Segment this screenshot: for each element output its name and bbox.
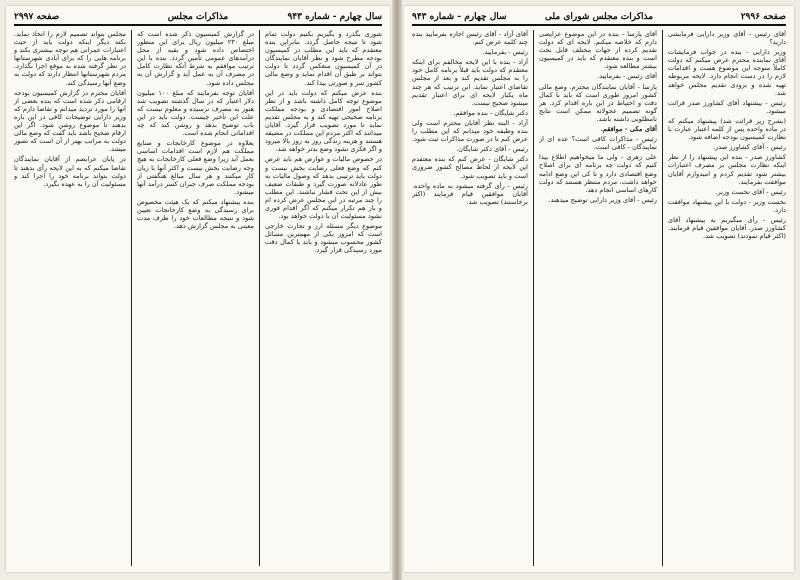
book-gutter xyxy=(392,0,402,580)
article-paragraph: وزیر دارایی - بنده در جواب فرمایشات آقای نماینده محترم عرض میکنم که دولت کاملاً متوجه این موضوع هست و اقدامات لازم را در دست انجام دارد. لایحه مربوطه تهیه شده و بزودی تقدیم مجلس خواهد شد. xyxy=(668,48,786,97)
right-column-1 xyxy=(668,30,786,566)
right-page-number: صفحه ۲۹۹۶ xyxy=(740,12,786,22)
left-page-number: صفحه ۲۹۹۷ xyxy=(14,12,60,22)
right-column-3 xyxy=(412,30,528,566)
article-paragraph: آقایان توجه بفرمایند که مبلغ ۱۰۰ میلیون دلار اعتبار که در سال گذشته تصویب شد هنوز به مصرف نرسیده و معلوم نیست که علت این تأخیر چیست. دولت باید در این باب توضیح بدهد و روشن کند که چه اقداماتی انجام شده است. xyxy=(137,88,254,138)
right-issue-label: سال چهارم - شماره ۹۴۳ xyxy=(412,12,507,22)
article-paragraph: علی زهری - ولی ما میخواهیم اطلاع پیدا کنیم که دولت چه برنامه ای برای اصلاح وضع اقتصادی دارد و تا کی این وضع ادامه خواهد داشت. مردم منتظر هستند که دولت کارهای اساسی انجام دهد. xyxy=(539,153,657,194)
right-page xyxy=(404,6,794,572)
article-paragraph: رئیس - آقای وزیر دارایی توضیح میدهند. xyxy=(548,195,657,204)
right-page-header xyxy=(412,10,786,26)
left-issue-label: سال چهارم - شماره ۹۴۳ xyxy=(287,12,382,22)
article-paragraph: در خصوص مالیات و عوارض هم باید عرض کنم که وضع فعلی رضایت بخش نیست و دولت باید ترتیبی بدهد که وصول مالیات به طور عادلانه صورت گیرد و طبقات ضعیف بیش از این تحت فشار نباشند. این مطلب را چند مرتبه در این مجلس عرض کرده ام و باز هم تکرار میکنم که اگر اقدام فوری نشود مسئولیت آن با دولت خواهد بود. xyxy=(265,155,382,221)
article-paragraph: آقای مکی - موافقم. xyxy=(600,125,657,134)
article-paragraph: آقای رئیس - بفرمایید. xyxy=(597,72,657,81)
article-paragraph: مجلس بتواند تصمیم لازم را اتخاذ نماید. نکته دیگر اینکه دولت باید از حیث اعتبارات عمرانی هم توجه بیشتری بکند و برنامه هایی را که برای آبادی شهرستانها در نظر گرفته شده به موقع اجرا بگذارد. مردم شهرستانها انتظار دارند که دولت به وضع آنها رسیدگی کند. xyxy=(14,30,126,87)
article-paragraph: دکتر شایگان - عرض کنم که بنده معتقدم این لایحه از لحاظ مصالح کشور ضروری است و باید تصویب شود. xyxy=(412,155,528,180)
article-paragraph: (بشرح زیر قرائت شد) پیشنهاد میکنم که در ماده واحده پس از کلمه اعتبار عبارت با نظارت کمیسیون بودجه اضافه شود. xyxy=(668,116,786,142)
column-divider xyxy=(259,30,260,566)
left-page xyxy=(6,6,390,572)
left-column-3 xyxy=(14,30,126,566)
article-paragraph: رئیس - پیشنهاد آقای کشاورز صدر قرائت میشود. xyxy=(668,98,786,115)
left-columns xyxy=(14,30,382,566)
left-column-2 xyxy=(137,30,254,566)
article-paragraph: دکتر شایگان - بنده موافقم. xyxy=(453,108,528,117)
article-paragraph: رئیس - آقای نخست وزیر. xyxy=(715,187,786,196)
article-paragraph: بعلاوه در موضوع کارخانجات و صنایع مملکت هم لازم است اقدامات اساسی بعمل آید زیرا وضع فعلی کارخانجات به هیچ وجه رضایت بخش نیست و اکثر آنها با زیان کار میکنند و هر سال مبالغ هنگفتی از بودجه مملکت صرف جبران کسر درآمد آنها میشود. xyxy=(137,139,254,196)
right-columns xyxy=(412,30,786,566)
article-paragraph: بنده پیشنهاد میکنم که یک هیئت مخصوص برای رسیدگی به وضع کارخانجات تعیین شود و نتیجه مطالعات خود را ظرف مدت معینی به مجلس گزارش دهد. xyxy=(137,197,254,231)
right-title-label: مذاکرات مجلس شورای ملی xyxy=(544,12,654,22)
article-paragraph: آقای آزاد - آقای رئیس اجازه بفرمایید بنده چند کلمه عرض کنم. xyxy=(412,30,528,47)
column-divider xyxy=(662,30,663,566)
article-paragraph: آزاد - البته نظر آقایان محترم است ولی بنده وظیفه خود میدانم که این مطلب را عرض کنم تا در صورت مذاکرات ثبت شود. xyxy=(412,118,528,144)
article-paragraph: آقای رئیس - آقای وزیر دارایی فرمایشی دارید؟ xyxy=(668,30,786,47)
column-divider xyxy=(131,30,132,566)
left-page-header xyxy=(14,10,382,26)
article-paragraph: در پایان عرایضم از آقایان نمایندگان تقاضا میکنم که به این لایحه رأی بدهند تا دولت بتواند برنامه خود را اجرا کند و مسئولیت آن را به عهده بگیرد. xyxy=(14,155,126,188)
article-paragraph: کشاورز صدر - بنده این پیشنهاد را از نظر اینکه نظارت مجلس بر مصرف اعتبارات بیشتر شود تقدیم کردم و امیدوارم آقایان موافقت بفرمایند. xyxy=(668,153,786,186)
article-paragraph: در گزارش کمیسیون ذکر شده است که مبلغ ۲۳۰ میلیون ریال برای این منظور اختصاص داده شود و بقیه از محل درآمدهای عمومی تأمین گردد. بنده با این ترتیب موافقم به شرط آنکه نظارت کامل در مصرف آن به عمل آید و گزارش آن به مجلس داده شود. xyxy=(137,30,254,87)
left-title-label: مذاکرات مجلس xyxy=(167,12,229,22)
right-column-2 xyxy=(539,30,657,566)
article-paragraph: بنده عرض میکنم که دولت باید در این موضوع توجه کامل داشته باشد و از نظر اصلاح امور اقتصادی و بودجه مملکت برنامه صحیحی تهیه کند و به مجلس تقدیم نماید تا مورد تصویب قرار گیرد. آقایان میدانند که اکثر مردم این مملکت در مضیقه هستند و هزینه زندگی روز به روز بالا میرود و اگر فکری نشود وضع بدتر خواهد شد. xyxy=(265,88,382,154)
article-paragraph: پارسا - آقایان نمایندگان محترم، وضع مالی کشور امروز طوری است که باید با کمال دقت و احتیاط در این باره اقدام کرد. هر گونه تصمیم عجولانه ممکن است نتایج نامطلوبی داشته باشد. xyxy=(539,82,657,123)
article-paragraph: رئیس - رأی میگیریم به پیشنهاد آقای کشاورز صدر. آقایان موافقین قیام فرمایند. (اکثر قیام نمودند) تصویب شد. xyxy=(668,215,786,241)
article-paragraph: نخست وزیر - دولت با این پیشنهاد موافقت دارد. xyxy=(668,197,786,214)
column-divider xyxy=(533,30,534,566)
article-paragraph: رئیس - مذاکرات کافی است؟ عده ای از نمایندگان - کافی است. xyxy=(539,135,657,152)
left-column-1 xyxy=(265,30,382,566)
article-paragraph: آزاد - بنده با این لایحه مخالفم برای اینکه معتقدم که دولت باید قبلاً برنامه کامل خود را به مجلس تقدیم کند و بعد از مجلس تقاضای اعتبار نماید. این ترتیب که هر چند ماه یکبار لایحه ای برای اعتبار تقدیم میشود صحیح نیست. xyxy=(412,58,528,107)
article-paragraph: موضوع دیگر مسئله ارز و تجارت خارجی است که امروز یکی از مهمترین مسائل کشور محسوب میشود و باید با کمال دقت مورد رسیدگی قرار گیرد. xyxy=(265,222,382,255)
article-paragraph: رئیس - بفرمایید. xyxy=(482,48,528,57)
article-paragraph: آقای پارسا - بنده در این موضوع عرایضی دارم که خلاصه میکنم. لایحه ای که دولت تقدیم کرده از جهات مختلف قابل بحث است و بنده معتقدم که باید در کمیسیون بیشتر مطالعه شود. xyxy=(539,30,657,71)
article-paragraph: رئیس - آقای دکتر شایگان. xyxy=(456,145,528,154)
article-paragraph: رئیس - رأی گرفته میشود به ماده واحده. آقایان موافقین قیام فرمایند (اکثر برخاستند) تصویب شد. xyxy=(412,181,528,206)
article-paragraph: شوری بگذرد و بگیریم بکنیم دولت تمام شود تا نتیجه حاصل گردد. بنابراین بنده معتقدم که باید این مطلب در کمیسیون بودجه مطرح شود و نظر آقایان نمایندگان در آن کمیسیون منعکس گردد تا دولت بتواند بر طبق آن اقدام نماید و وضع مالی کشور سر و صورتی پیدا کند. xyxy=(265,30,382,87)
article-paragraph: آقایان محترم در گزارش کمیسیون بودجه ارقامی ذکر شده است که بنده بعضی از آنها را مورد تردید میدانم و تقاضا دارم که وزیر دارایی توضیحات کافی در این باره بدهند تا موضوع روشن شود. اگر این ارقام صحیح باشد باید گفت که وضع مالی دولت به مراتب بهتر از آن است که تصور میشد. xyxy=(14,88,126,154)
article-paragraph: رئیس - آقای کشاورز صدر. xyxy=(712,143,786,152)
